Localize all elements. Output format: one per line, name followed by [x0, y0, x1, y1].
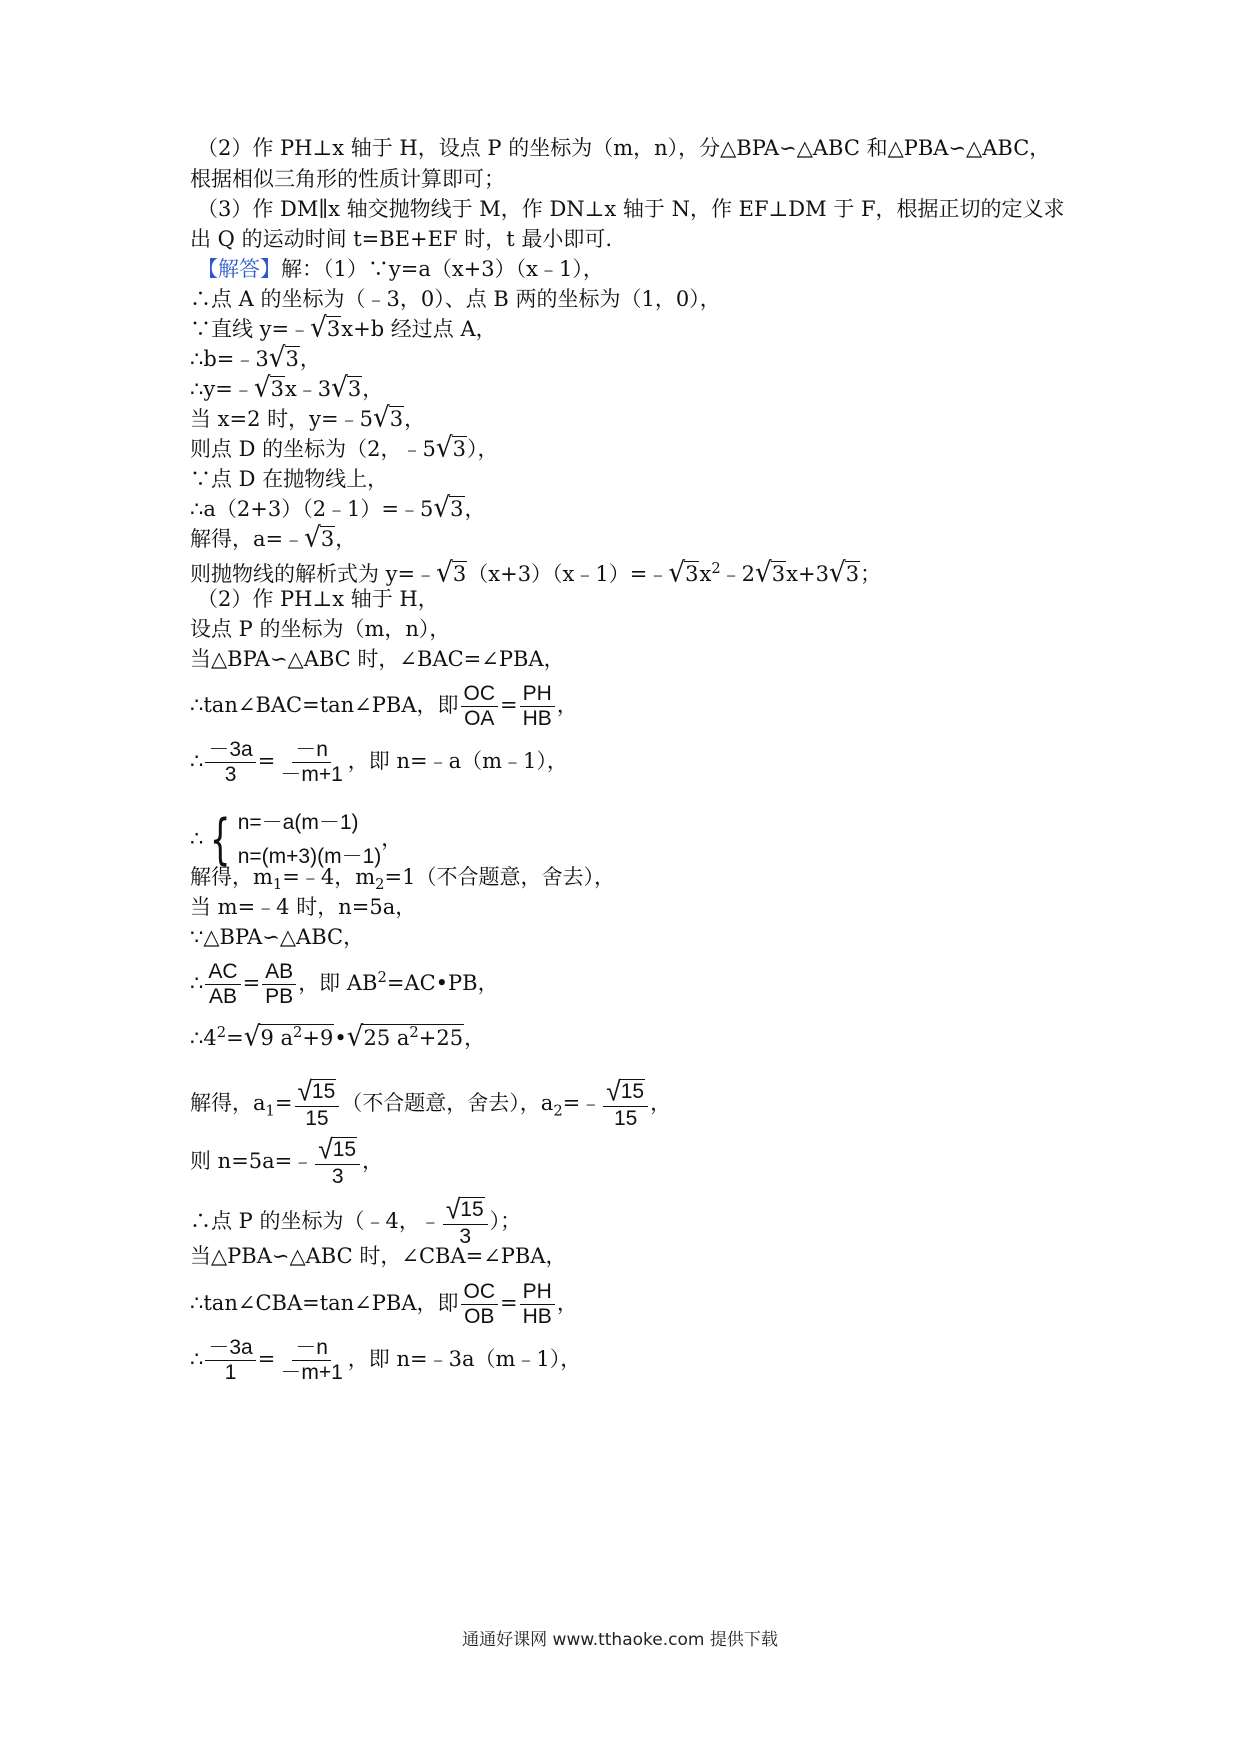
text-segment: • [334, 1026, 347, 1050]
subscript: 1 [265, 1102, 275, 1120]
text-line: ∴tan∠CBA=tan∠PBA，即 $\frac{OC}{OB}$ = $\frac{PH}{HB}$ ， [190, 1280, 578, 1329]
text-line [190, 404, 425, 434]
text-segment: ）， [467, 437, 499, 461]
text-segment: （不合题意，舍去），a [341, 1091, 554, 1116]
text-segment: 则 n=5a=﹣ [190, 1149, 314, 1174]
text-segment: ， [335, 527, 357, 551]
text-segment: ）； [489, 1209, 522, 1234]
text-line [190, 1075, 672, 1131]
text-segment: ∴a（2+3）（2﹣1）=﹣5 [190, 497, 434, 521]
text-segment: ， [299, 347, 321, 371]
fraction: $\frac{OC}{OA}$ [461, 682, 499, 731]
text-line: 设点 P 的坐标为（m，n）， [190, 617, 451, 641]
text-segment: ， [464, 1026, 486, 1050]
system-row: n=－a(m－1) [237, 811, 359, 834]
fraction: $\frac{AB}{PB}$ [262, 960, 296, 1009]
sqrt-expression: √ 3 [331, 372, 362, 404]
text-line: ∴tan∠BAC=tan∠PBA，即 $\frac{OC}{OA}$ = $\frac{PH}{HB}$ ， [190, 682, 578, 731]
text-line: ∴点 A 的坐标为（﹣3，0）、点 B 两的坐标为（1，0）， [190, 287, 721, 311]
fraction: √ 15 15 [603, 1078, 648, 1131]
text-line: 当△BPA∽△ABC 时，∠BAC=∠PBA， [190, 647, 565, 671]
answer-tag: 【解答】 [197, 257, 281, 281]
text-segment: 解：（1）∵y=a（x+3）（x﹣1）， [281, 257, 604, 281]
text-line: 出 Q 的运动时间 t=BE+EF 时，t 最小即可. [190, 227, 612, 251]
sqrt-expression: √ 3 [433, 492, 464, 524]
text-segment: x [699, 562, 712, 586]
text-line: ∴ $\frac{-3a}{1}$ = $\frac{-n}{-m+1}$ ，即 n=﹣3a（m﹣1）， [190, 1336, 582, 1385]
sqrt-expression: √ 3 [268, 342, 299, 374]
text-line: ∴ $\frac{-3a}{3}$ = $\frac{-n}{-m+1}$ ，即 n=﹣a（m﹣1）， [190, 738, 568, 787]
text-line: 当 m=﹣4 时，n=5a， [190, 895, 417, 919]
text-segment: ， [650, 1091, 672, 1116]
fraction: √ 15 3 [315, 1136, 360, 1189]
text-segment: ， [362, 1149, 384, 1174]
fraction: $\frac{PH}{HB}$ [520, 1280, 555, 1329]
text-segment: ， [556, 1291, 578, 1316]
text-line [190, 344, 321, 374]
fraction: $\frac{PH}{HB}$ [520, 682, 555, 731]
text-line: （3）作 DM∥x 轴交抛物线于 M，作 DN⊥x 轴于 N，作 EF⊥DM 于 F，根据正切的定义求 [197, 197, 1065, 221]
text-segment: x+b 经过点 A， [341, 317, 497, 341]
text-line [190, 494, 486, 524]
answer-heading [197, 254, 604, 284]
text-segment: ∴b=﹣3 [190, 347, 269, 371]
text-line [190, 374, 383, 404]
system-row: n=(m+3)(m－1) [237, 845, 382, 868]
sqrt-expression: √ 3 [668, 557, 699, 589]
text-segment: =1（不合题意，舍去）， [384, 865, 615, 889]
text-segment: ∴y=﹣ [190, 377, 254, 401]
subscript: 2 [553, 1102, 563, 1120]
text-line: ∵△BPA∽△ABC， [190, 925, 365, 949]
text-segment: ， [362, 377, 384, 401]
text-segment: ， [464, 497, 486, 521]
text-segment: 解得，m [190, 865, 273, 889]
superscript: 2 [216, 1024, 227, 1041]
superscript: 2 [377, 969, 387, 987]
text-line [190, 524, 356, 554]
text-segment: x﹣3 [284, 377, 332, 401]
text-segment: 则点 D 的坐标为（2，﹣5 [190, 437, 436, 461]
text-segment: ， [404, 407, 426, 431]
sqrt-expression: √ 3 [755, 557, 786, 589]
fraction: $\frac{OC}{OB}$ [461, 1280, 499, 1329]
fraction: $\frac{-3a}{1}$ [205, 1336, 255, 1385]
superscript: 2 [711, 560, 721, 577]
sqrt-expression: √ 3 [828, 557, 860, 589]
fraction: $\frac{-n}{-m+1}$ [280, 1336, 343, 1385]
text-segment: （x+3）（x﹣1）=﹣ [467, 562, 669, 586]
subscript: 2 [375, 876, 385, 894]
text-segment: ﹣2 [720, 562, 756, 586]
text-segment: 则抛物线的解析式为 y=﹣ [190, 562, 437, 586]
fraction: √ 15 3 [443, 1196, 488, 1249]
text-segment: ，即 n=﹣3a（m﹣1）， [347, 1347, 582, 1372]
text-segment: ∴点 P 的坐标为（﹣4，﹣ [190, 1209, 441, 1234]
sqrt-expression: √ 3 [304, 522, 335, 554]
fraction: √ 15 15 [295, 1078, 340, 1131]
text-segment: = [274, 1091, 293, 1116]
sqrt-expression: √ 9 $a^2+9$ [243, 1021, 334, 1053]
fraction: $\frac{AC}{AB}$ [205, 960, 240, 1009]
text-segment: ∴ [190, 749, 204, 774]
text-segment: ∴ [190, 1347, 204, 1372]
text-segment: ∴tan∠CBA=tan∠PBA，即 [190, 1291, 459, 1316]
text-segment: 当 x=2 时，y=﹣5 [190, 407, 373, 431]
page-footer: 通通好课网 www.tthaoke.com 提供下载 [462, 1630, 778, 1650]
text-segment: x+3 [786, 562, 829, 586]
equation-system: { n=－a(m－1) n=(m+3)(m－1) [203, 806, 381, 874]
text-segment: ∴4 [190, 1026, 217, 1050]
text-segment: =AC•PB， [386, 971, 499, 996]
sqrt-expression: √ 3 [435, 432, 467, 464]
text-segment: 解得，a [190, 1091, 266, 1116]
text-line [190, 1018, 485, 1053]
text-line: （2）作 PH⊥x 轴于 H， [197, 587, 439, 611]
text-line [190, 1133, 384, 1189]
fraction: $\frac{-3a}{3}$ [205, 738, 255, 787]
text-segment: ， [381, 826, 403, 851]
fraction: $\frac{-n}{-m+1}$ [280, 738, 343, 787]
subscript: 1 [272, 876, 283, 894]
sqrt-expression: √ 3 [310, 312, 341, 344]
text-line: （2）作 PH⊥x 轴于 H，设点 P 的坐标为（m，n），分△BPA∽△ABC 和△PBA∽△ABC， [197, 136, 1051, 160]
text-line: 当△PBA∽△ABC 时，∠CBA=∠PBA， [190, 1244, 567, 1268]
sqrt-expression: √ 25 $a^2+25$ [346, 1021, 464, 1053]
text-segment: =﹣ [562, 1091, 602, 1116]
text-segment: ∴ [190, 826, 204, 851]
text-line: 根据相似三角形的性质计算即可； [190, 167, 505, 191]
text-segment: ，即 n=﹣a（m﹣1）， [347, 749, 568, 774]
text-line: ∴ $\frac{AC}{AB}$ = $\frac{AB}{PB}$ ，即 $AB^2=AC•PB$， [190, 960, 499, 1009]
text-line [190, 314, 497, 344]
sqrt-expression: √ 3 [253, 372, 284, 404]
text-segment: = [226, 1026, 244, 1050]
text-segment: =﹣4，m [282, 865, 376, 889]
text-line [190, 434, 499, 464]
sqrt-expression: √ 3 [372, 402, 404, 434]
text-segment: ，即 AB [298, 971, 378, 996]
text-segment: ， [556, 693, 578, 718]
text-segment: ∴tan∠BAC=tan∠PBA，即 [190, 693, 459, 718]
text-segment: ； [860, 562, 882, 586]
text-segment: 解得，a=﹣ [190, 527, 305, 551]
text-segment: ∴ [190, 971, 204, 996]
text-segment: ∵直线 y=﹣ [190, 317, 311, 341]
sqrt-expression: √ 3 [436, 557, 467, 589]
text-line: ∵点 D 在抛物线上， [190, 467, 389, 491]
